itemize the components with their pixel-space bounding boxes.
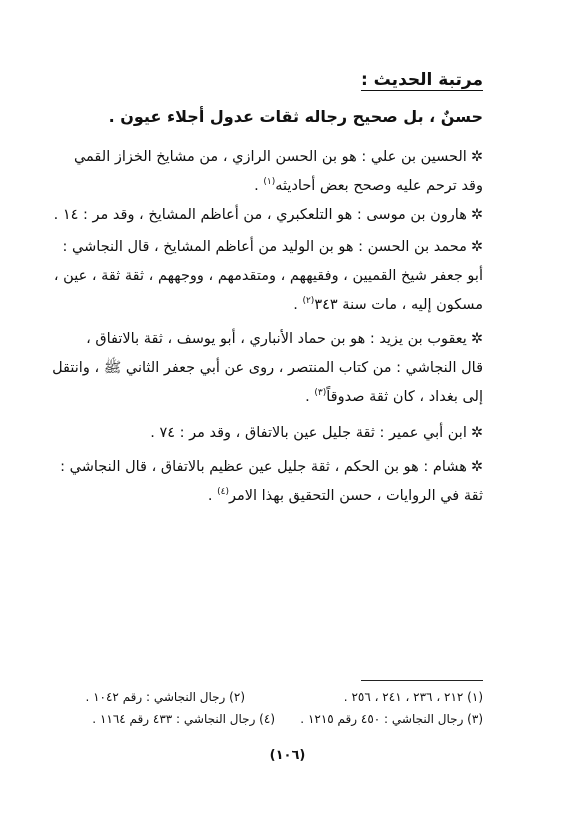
hadith-grade: حسنٌ ، بل صحيح رجاله ثقات عدول أجلاء عيون . (108, 107, 483, 126)
bullet-star-icon: ✲ (470, 207, 483, 223)
bullet-star-icon: ✲ (470, 459, 483, 475)
footnote-ref: (٣) (314, 388, 327, 399)
page-number: (١٠٦) (269, 748, 306, 763)
footnote-separator (361, 680, 483, 681)
footnote-3: (٣) رجال النجاشي : ٤٥٠ رقم ١٢١٥ . (300, 712, 483, 726)
footnote-ref: (٢) (302, 296, 315, 307)
footnote-2: (٢) رجال النجاشي : رقم ١٠٤٢ . (85, 690, 245, 704)
narrator-entry-harun: ✲هارون بن موسى : هو التلعكبري ، من أعاظم المشايخ ، وقد مر : ١٤ . (53, 207, 483, 223)
footnote-ref: (٤) (217, 487, 229, 498)
footnote-4: (٤) رجال النجاشي : ٤٣٣ رقم ١١٦٤ . (92, 712, 275, 726)
footnote-1: (١) ٢١٢ ، ٢٣٦ ، ٢٤١ ، ٢٥٦ . (343, 690, 483, 704)
bullet-star-icon: ✲ (470, 425, 483, 441)
narrator-entry-muhammad: ✲محمد بن الحسن : هو بن الوليد من أعاظم المشايخ ، قال النجاشي : أبو جعفر شيخ القميين ، وفقيههم ، ومتقدمهم ، ووجههم ، ثقة ثقة ، عين ، مسكون إليه ، مات سنة ٣٤٣$^{(٢)}$ . (53, 239, 483, 313)
section-heading: مرتبة الحديث : (360, 70, 483, 90)
narrator-entry-hisham: ✲هشام : هو بن الحكم ، ثقة جليل عين عظيم بالاتفاق ، قال النجاشي : ثقة في الروايات ، حسن التحقيق بهذا الامر$^{(٤)}$ . (60, 459, 483, 504)
bullet-star-icon: ✲ (470, 331, 483, 347)
narrator-entry-ibn-abi-umayr: ✲ابن أبي عمير : ثقة جليل عين بالاتفاق ، وقد مر : ٧٤ . (150, 425, 483, 441)
bullet-star-icon: ✲ (470, 239, 483, 255)
narrator-entry-husayn: ✲الحسين بن علي : هو بن الحسن الرازي ، من مشايخ الخزاز القمي وقد ترحم عليه وصحح بعض أحاديثه$^{(١)}$ . (73, 149, 483, 194)
footnote-ref: (١) (263, 177, 276, 188)
bullet-star-icon: ✲ (470, 149, 483, 165)
narrator-entry-yaqub: ✲يعقوب بن يزيد : هو بن حماد الأنباري ، أبو يوسف ، ثقة بالاتفاق ، قال النجاشي : من كتاب المنتصر ، روى عن أبي جعفر الثاني ﷺ ، وانتقل إلى بغداد ، كان ثقة صدوقاً$^{(٣)}$ . (52, 331, 483, 405)
